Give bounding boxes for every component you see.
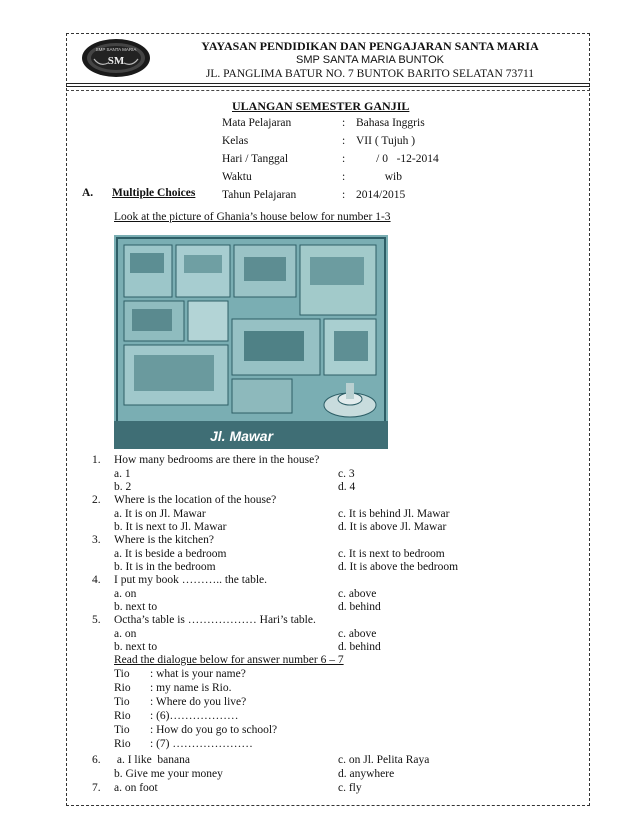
- dialogue-line: : my name is Rio.: [150, 682, 232, 694]
- info-value: wib: [356, 171, 402, 183]
- header-rule: [66, 83, 590, 84]
- option-b: b. 2: [114, 481, 132, 493]
- option-b: b. Give me your money: [114, 768, 223, 780]
- question-text: Where is the location of the house?: [114, 494, 277, 506]
- info-value: / 0 -12-2014: [356, 153, 439, 165]
- option-d: d. It is above Jl. Mawar: [338, 521, 447, 533]
- question-number: 6.: [92, 754, 101, 766]
- dialogue-line: : Where do you live?: [150, 696, 247, 708]
- section-title: Multiple Choices: [112, 187, 196, 199]
- option-a: a. It is on Jl. Mawar: [114, 508, 206, 520]
- info-label: Mata Pelajaran: [222, 117, 292, 129]
- info-value: Bahasa Inggris: [356, 117, 425, 129]
- info-sep: :: [342, 135, 346, 147]
- header-rule-dashed: [66, 90, 590, 91]
- info-sep: :: [342, 189, 346, 201]
- option-d: d. behind: [338, 641, 381, 653]
- question-text: I put my book ……….. the table.: [114, 574, 267, 586]
- question-text: Where is the kitchen?: [114, 534, 214, 546]
- option-a: a. I like banana: [114, 754, 190, 766]
- picture-instruction: Look at the picture of Ghania’s house below for number 1-3: [114, 211, 391, 223]
- option-c: c. above: [338, 628, 377, 640]
- option-d: d. anywhere: [338, 768, 395, 780]
- dialogue-instruction: Read the dialogue below for answer number 6 – 7: [114, 654, 344, 666]
- dialogue-line: : How do you go to school?: [150, 724, 278, 736]
- header-rule-double: [66, 86, 590, 87]
- option-d: d. 4: [338, 481, 356, 493]
- option-c: c. It is next to bedroom: [338, 548, 445, 560]
- option-b: b. It is in the bedroom: [114, 561, 216, 573]
- school-name: SMP SANTA MARIA BUNTOK: [296, 54, 444, 66]
- house-floorplan-image: [114, 235, 388, 449]
- foundation-name: YAYASAN PENDIDIKAN DAN PENGAJARAN SANTA MARIA: [201, 39, 539, 53]
- info-sep: :: [342, 153, 346, 165]
- option-b: b. next to: [114, 641, 158, 653]
- question-number: 5.: [92, 614, 101, 626]
- svg-text:SM: SM: [107, 55, 125, 67]
- info-value: VII ( Tujuh ): [356, 135, 416, 147]
- dialogue-speaker: Tio: [114, 696, 130, 708]
- option-d: d. behind: [338, 601, 381, 613]
- option-d: d. It is above the bedroom: [338, 561, 459, 573]
- option-a: a. It is beside a bedroom: [114, 548, 227, 560]
- dialogue-speaker: Tio: [114, 724, 130, 736]
- question-number: 7.: [92, 782, 101, 794]
- option-b: b. It is next to Jl. Mawar: [114, 521, 227, 533]
- svg-text:SMP SANTA MARIA: SMP SANTA MARIA: [95, 47, 137, 52]
- exam-title: ULANGAN SEMESTER GANJIL: [232, 99, 410, 113]
- info-sep: :: [342, 171, 346, 183]
- option-a: a. on: [114, 628, 137, 640]
- dialogue-speaker: Rio: [114, 682, 131, 694]
- street-label: Jl. Mawar: [210, 428, 274, 444]
- dialogue-line: : what is your name?: [150, 668, 246, 680]
- option-a: a. 1: [114, 468, 131, 480]
- option-b: b. next to: [114, 601, 158, 613]
- option-c: c. on Jl. Pelita Raya: [338, 754, 430, 766]
- question-text: How many bedrooms are there in the house?: [114, 454, 320, 466]
- question-text: Octha’s table is ……………… Hari’s table.: [114, 614, 316, 626]
- school-address: JL. PANGLIMA BATUR NO. 7 BUNTOK BARITO SELATAN 73711: [205, 68, 535, 80]
- option-a: a. on: [114, 588, 137, 600]
- option-c: c. above: [338, 588, 377, 600]
- question-number: 2.: [92, 494, 101, 506]
- dialogue-speaker: Tio: [114, 668, 130, 680]
- info-value: 2014/2015: [356, 189, 406, 201]
- question-number: 3.: [92, 534, 101, 546]
- option-c: c. It is behind Jl. Mawar: [338, 508, 450, 520]
- school-logo: [80, 37, 152, 79]
- question-number: 4.: [92, 574, 101, 586]
- dialogue-speaker: Rio: [114, 738, 131, 750]
- section-letter: A.: [82, 187, 94, 199]
- option-a: a. on foot: [114, 782, 158, 794]
- dialogue-line: : (6)………………: [150, 710, 239, 722]
- dialogue-line: : (7) …………………: [150, 738, 253, 750]
- info-label: Tahun Pelajaran: [222, 189, 297, 201]
- info-sep: :: [342, 117, 346, 129]
- info-label: Kelas: [222, 135, 249, 147]
- option-c: c. 3: [338, 468, 355, 480]
- dialogue-speaker: Rio: [114, 710, 131, 722]
- info-label: Hari / Tanggal: [222, 153, 289, 165]
- info-label: Waktu: [222, 171, 252, 183]
- option-c: c. fly: [338, 782, 362, 794]
- question-number: 1.: [92, 454, 101, 466]
